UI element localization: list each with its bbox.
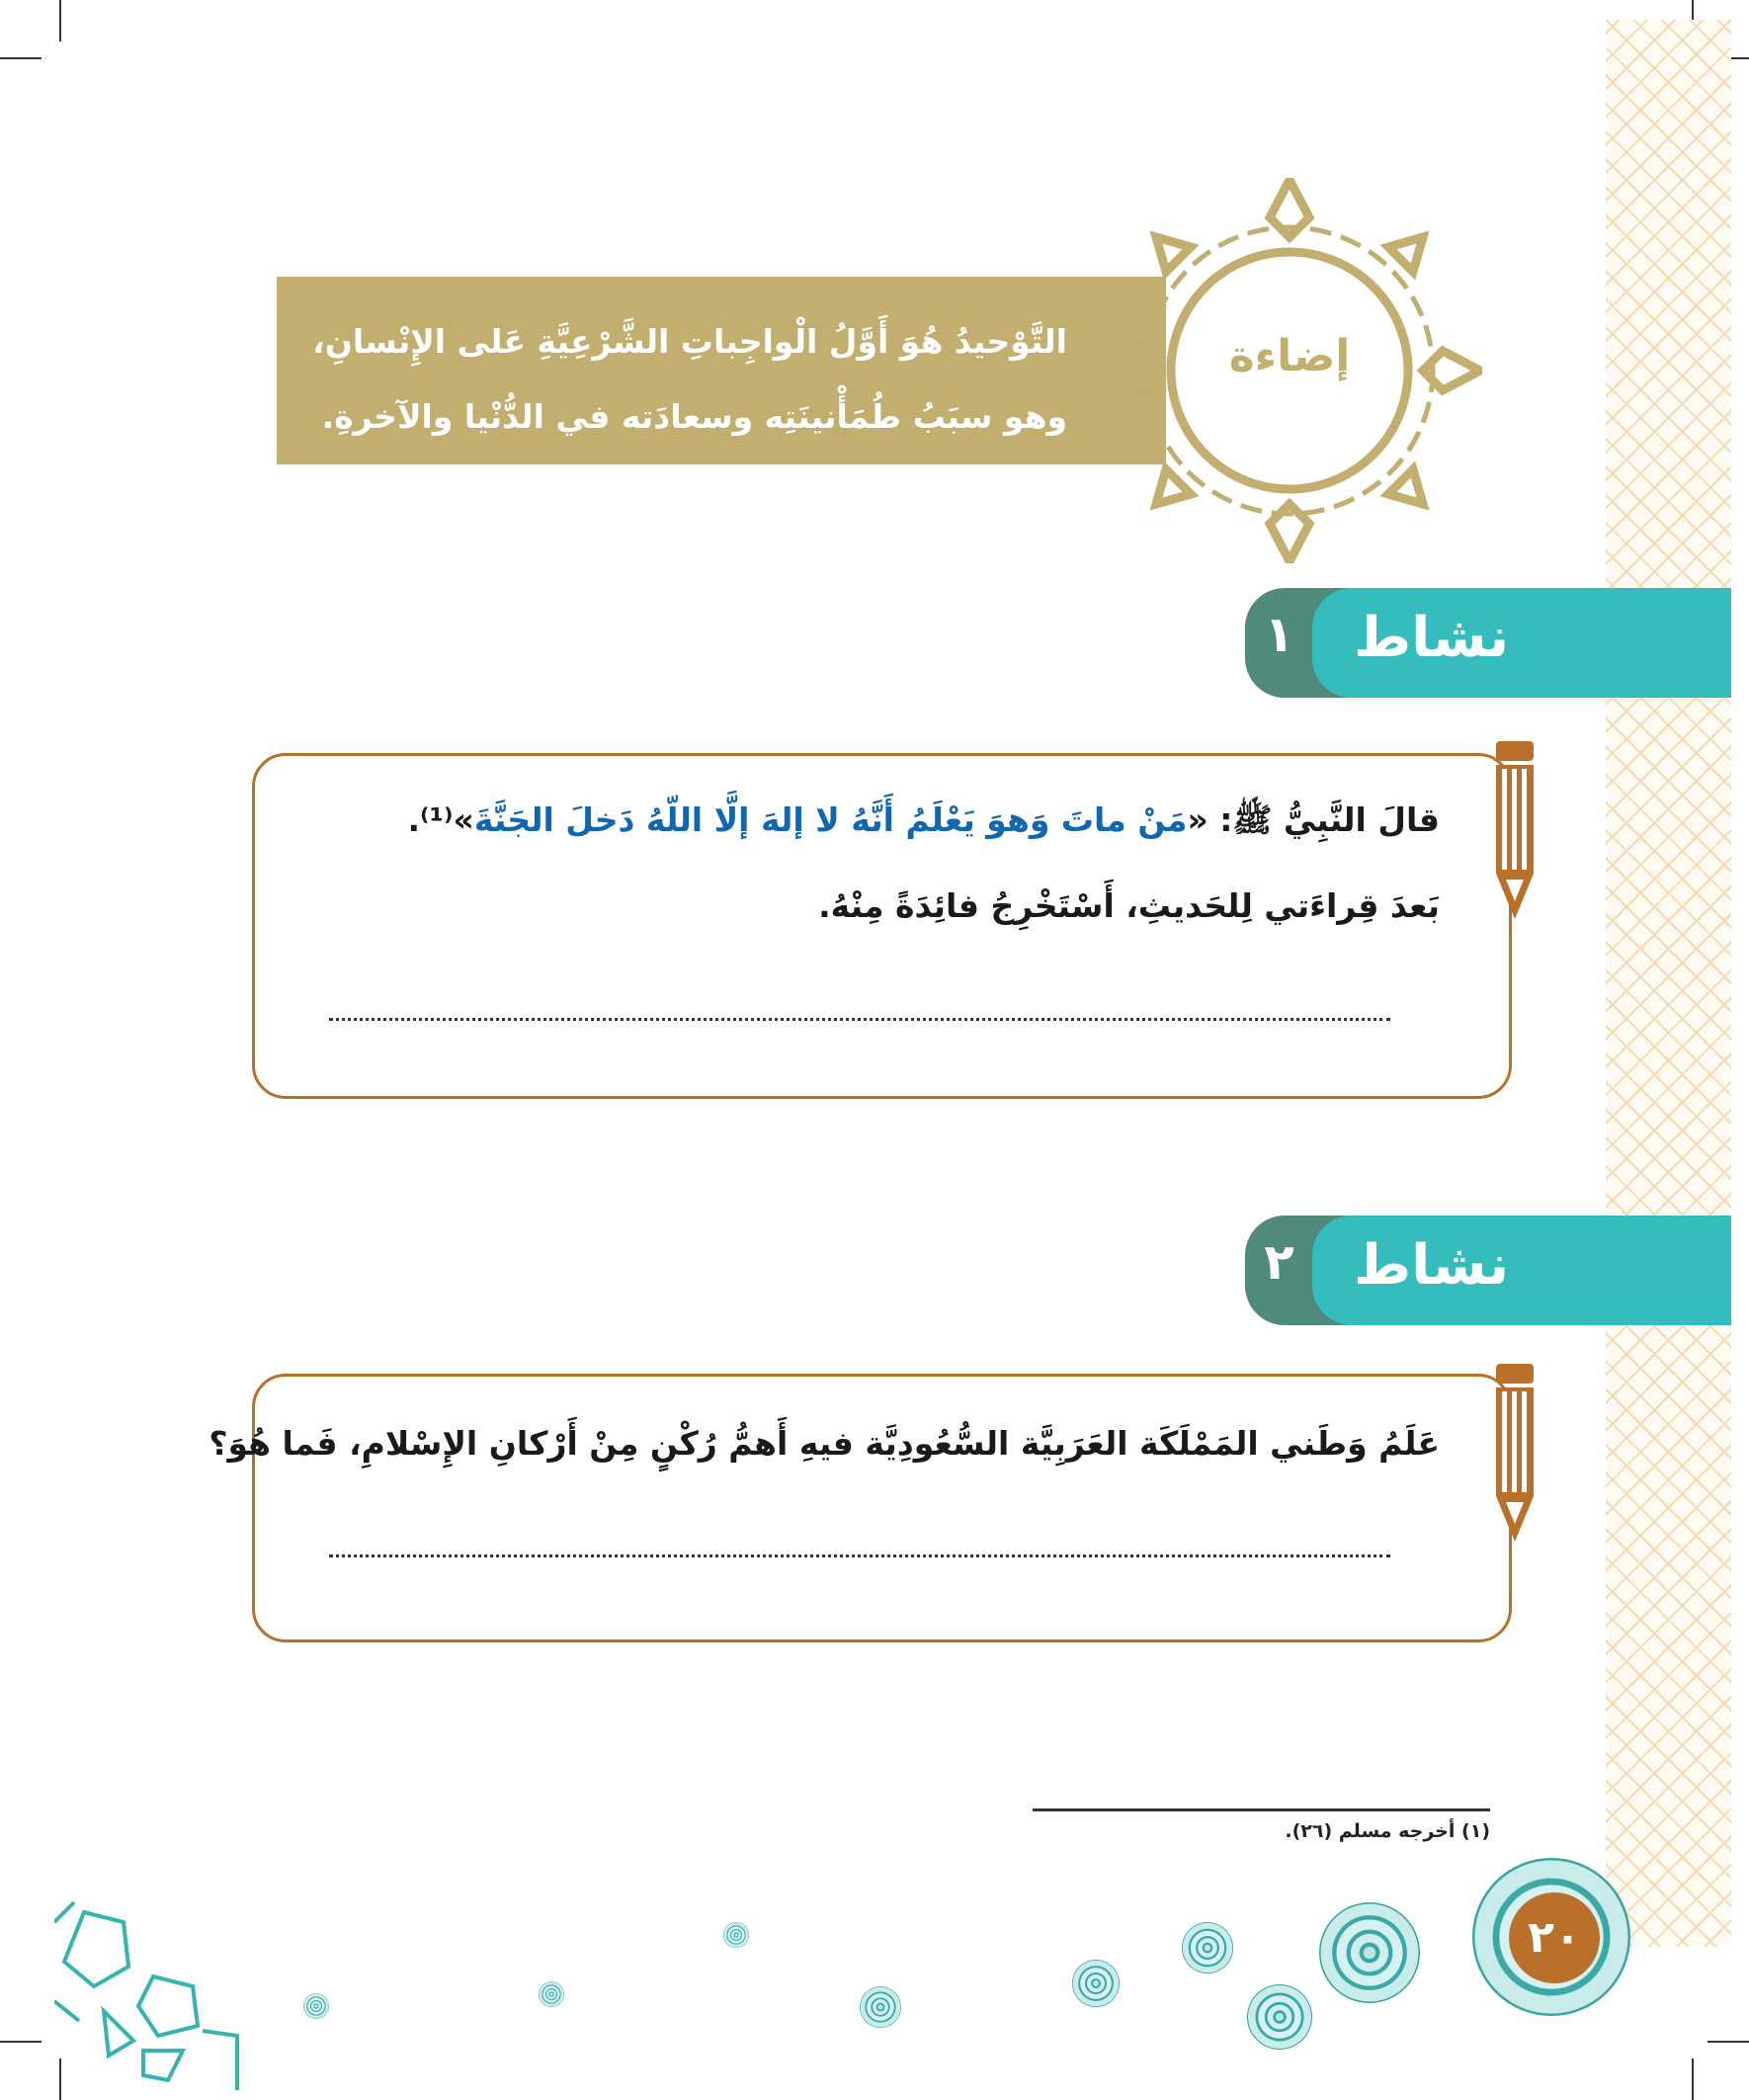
crop-mark [59,0,61,42]
activity-1-box [252,753,1512,1099]
flower-ornament-icon [1072,1960,1120,2007]
flower-ornament-icon [1182,1922,1233,1974]
activity-1-header [1245,588,1731,698]
pencil-icon [1492,741,1538,919]
activity-label: نشاط [1354,1233,1510,1298]
hadith-line: قالَ النَّبِيُّ ﷺ: «مَنْ ماتَ وَهوَ يَعْلَمُ أَنَّهُ لا إلهَ إلَّا اللّهُ دَخلَ الجَنَّةَ»⁽¹⁾. [407,800,1440,839]
activity-label: نشاط [1354,606,1510,670]
activity-2-box [208,1374,1512,1642]
pencil-icon [1492,1364,1538,1542]
flower-ornament-icon [303,1993,329,2019]
crop-mark [1692,2058,1694,2100]
activity-number: ٢ [1264,1233,1294,1291]
activity-2-header [1245,1216,1731,1325]
crop-mark [0,2041,42,2043]
activity-1-question: بَعدَ قِراءَتي لِلحَديثِ، أَسْتَخْرِجُ فائِدَةً مِنْهُ. [818,886,1440,925]
hadith-text: مَنْ ماتَ وَهوَ يَعْلَمُ أَنَّهُ لا إلهَ إلَّا اللّهُ دَخلَ الجَنَّةَ [473,800,1188,839]
flower-ornament-icon [1319,1902,1420,2003]
footnote-divider [1033,1808,1490,1811]
answer-line[interactable] [329,1554,1390,1557]
geometric-ornament-icon [54,1892,252,2090]
crop-mark [1707,2041,1749,2043]
illumination-line: وهو سبَبُ طُمَأْنينَتِه وسعادَته في الدُّنْيا والآخرةِ. [321,397,1067,436]
crop-mark [0,57,42,59]
flower-ornament-icon [539,1981,564,2007]
footnote: (١) أخرجه مسلم (٢٦). [1285,1820,1490,1842]
flower-ornament-icon [723,1922,749,1948]
flower-ornament-icon [1247,1984,1312,2050]
answer-line[interactable] [329,1018,1390,1021]
activity-number: ١ [1264,606,1294,663]
flower-ornament-icon [860,1986,901,2028]
illumination-banner [277,277,1166,464]
decorative-pattern-strip [1606,20,1731,1947]
illumination-label: إضاءة [1228,331,1351,381]
illumination-line: التَّوْحيدُ هُوَ أَوَّلُ الْواجِباتِ الشَّرْعِيَّةِ عَلى الإِنْسانِ، [312,322,1067,361]
page-number: ٢٠ [1509,1892,1600,1983]
activity-2-question: عَلَمُ وَطَني المَمْلَكَة العَرَبِيَّة السُّعُودِيَّة فيهِ أَهمُّ رُكْنٍ مِنْ أَرْكانِ الإِسْلامِ، فَما هُوَ؟ [208,1424,1440,1463]
